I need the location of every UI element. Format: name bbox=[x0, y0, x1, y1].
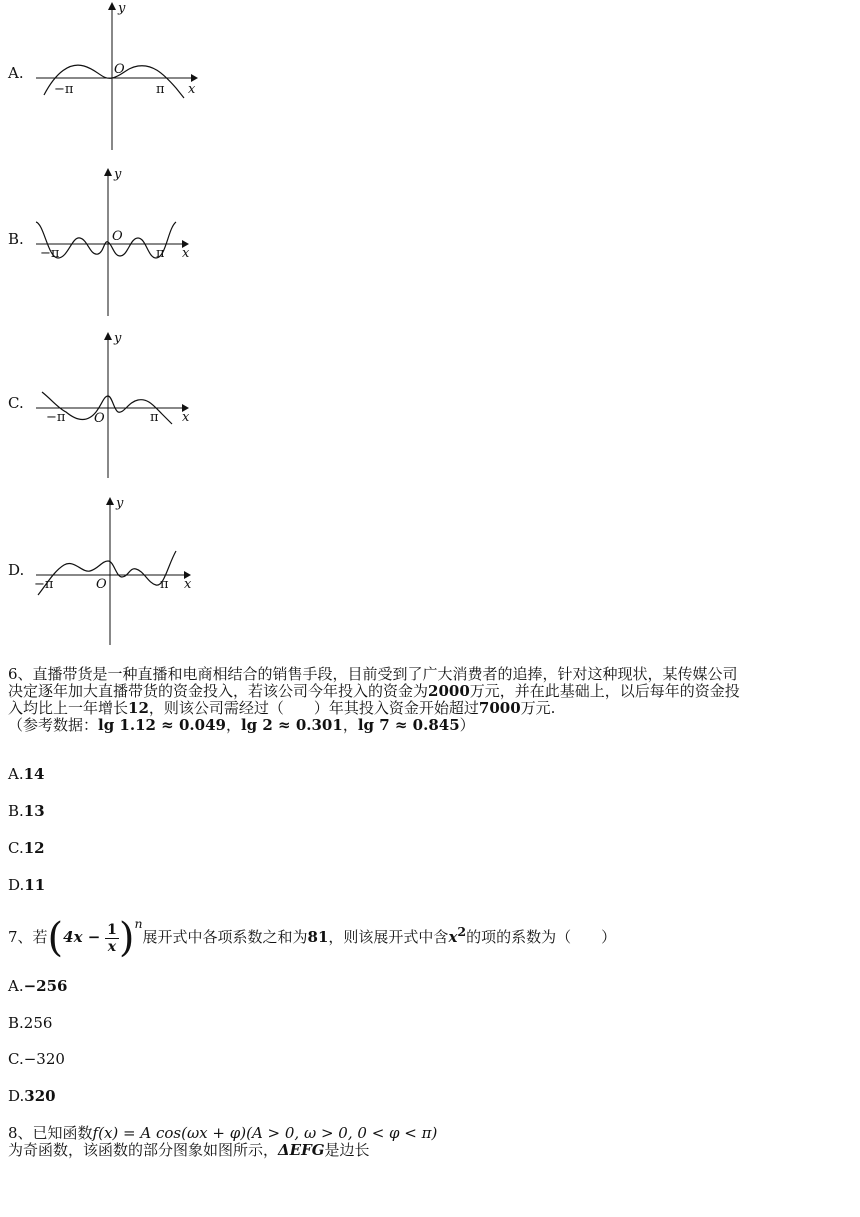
axis-y-label: y bbox=[114, 331, 122, 346]
graph-option-d bbox=[8, 495, 208, 655]
q6-option-d[interactable]: D.11 bbox=[8, 876, 46, 894]
axis-y-label: y bbox=[116, 496, 124, 511]
graph-option-a bbox=[8, 0, 208, 160]
graph-d-plot bbox=[26, 495, 206, 650]
q8-line-2: 为奇函数，该函数的部分图象如图所示，ΔEFG是边长 bbox=[8, 1141, 370, 1159]
graph-option-b bbox=[8, 166, 208, 326]
axis-y-label: y bbox=[118, 1, 126, 16]
pi-label: π bbox=[150, 410, 159, 425]
q6-reference-data: （参考数据：lg 1.12 ≈ 0.049，lg 2 ≈ 0.301，lg 7 ≈ 0.845） bbox=[8, 716, 475, 734]
q6-option-b[interactable]: B.13 bbox=[8, 802, 45, 820]
origin-label: O bbox=[112, 229, 123, 244]
neg-pi-label: −π bbox=[34, 577, 54, 592]
graph-option-label: C. bbox=[8, 394, 24, 412]
graph-option-c bbox=[8, 330, 208, 490]
q6-line-2: 决定逐年加大直播带货的资金投入，若该公司今年投入的资金为2000万元，并在此基础上，以后每年的资金投 bbox=[8, 682, 740, 700]
pi-label: π bbox=[160, 577, 169, 592]
neg-pi-label: −π bbox=[54, 82, 74, 97]
axis-x-label: x bbox=[184, 577, 192, 592]
origin-label: O bbox=[96, 577, 107, 592]
q7-option-c[interactable]: C.−320 bbox=[8, 1050, 65, 1068]
q6-line-1: 6、直播带货是一种直播和电商相结合的销售手段，目前受到了广大消费者的追捧，针对这种现状，某传媒公司 bbox=[8, 665, 738, 683]
q6-option-a[interactable]: A.14 bbox=[8, 765, 45, 783]
q6-option-c[interactable]: C.12 bbox=[8, 839, 45, 857]
question-6-text bbox=[8, 666, 853, 734]
axis-x-label: x bbox=[182, 410, 190, 425]
neg-pi-label: −π bbox=[46, 410, 66, 425]
q7-option-a[interactable]: A.−256 bbox=[8, 977, 68, 995]
pi-label: π bbox=[156, 82, 165, 97]
q7-option-b[interactable]: B.256 bbox=[8, 1014, 53, 1032]
graph-c-plot bbox=[26, 330, 206, 485]
question-8-text bbox=[8, 1125, 853, 1159]
fraction: $\frac{1}{x}$ bbox=[107, 921, 117, 955]
graph-option-label: A. bbox=[8, 64, 24, 82]
graph-option-label: D. bbox=[8, 561, 25, 579]
neg-pi-label: −π bbox=[40, 246, 60, 261]
q6-line-3: 入均比上一年增长12，则该公司需经过（ ）年其投入资金开始超过7000万元. bbox=[8, 699, 556, 717]
axis-y-label: y bbox=[114, 167, 122, 182]
axis-x-label: x bbox=[188, 82, 196, 97]
q7-option-d[interactable]: D.320 bbox=[8, 1087, 56, 1105]
axis-x-label: x bbox=[182, 246, 190, 261]
origin-label: O bbox=[94, 411, 105, 426]
origin-label: O bbox=[114, 62, 125, 77]
question-7-text: 7、若(4x − $\frac{1}{x}$ )$^n$展开式中各项系数之和为81，则该展开式中含$x^2$的项的系数为（ ） bbox=[8, 915, 617, 961]
q8-line-1: 8、已知函数f(x) = A cos(ωx + φ)(A > 0, ω > 0, 0 < φ < π) bbox=[8, 1124, 438, 1142]
pi-label: π bbox=[156, 246, 165, 261]
graph-a-plot bbox=[26, 0, 206, 155]
graph-b-plot bbox=[26, 166, 206, 321]
graph-option-label: B. bbox=[8, 230, 24, 248]
